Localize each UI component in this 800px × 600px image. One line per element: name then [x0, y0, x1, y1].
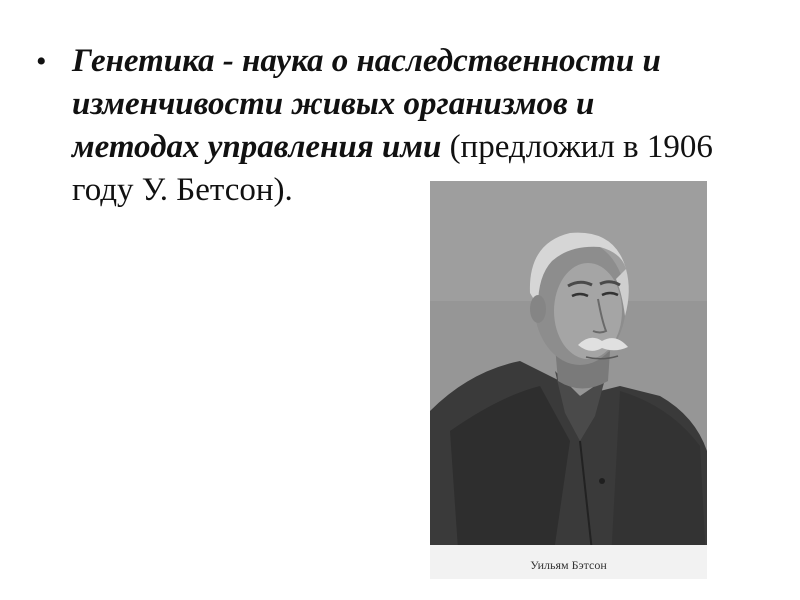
photo-caption: Уильям Бэтсон [530, 558, 607, 572]
bullet-dot: • [36, 45, 47, 78]
portrait-illustration [430, 181, 707, 579]
definition-emphasis: Генетика - наука о наследственности и изменчивости живых организмов и методах управления ими [72, 43, 661, 165]
portrait-photo [430, 181, 707, 579]
definition-attribution: (предложил в 1906 году У. Бетсон). [72, 129, 713, 208]
